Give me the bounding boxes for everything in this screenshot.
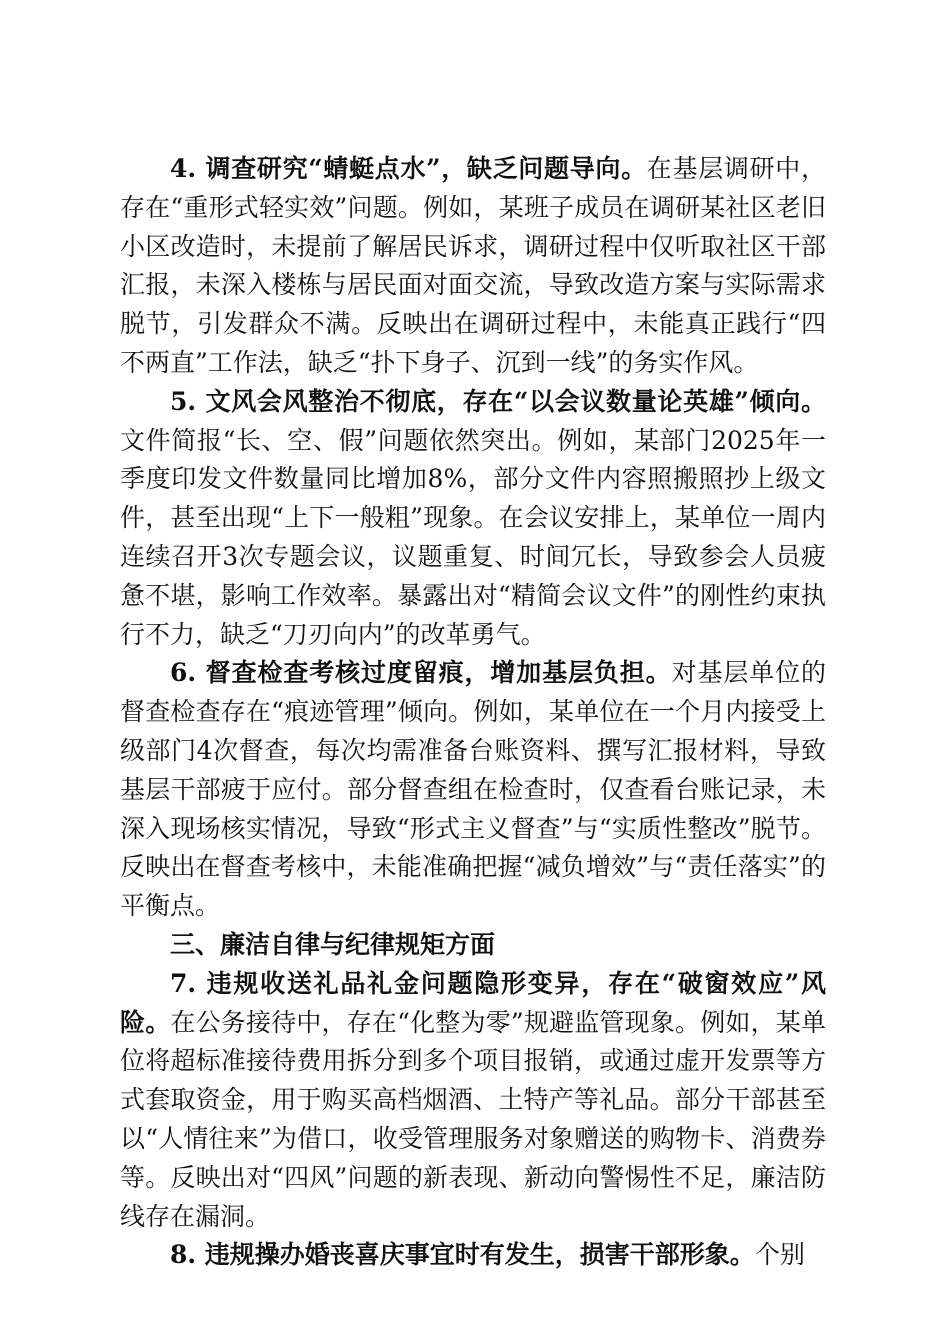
paragraph-4-body: 在基层调研中，存在“重形式轻实效”问题。例如，某班子成员在调研某社区老旧小区改造时，未提前了解居民诉求，调研过程中仅听取社区干部汇报，未深入楼栋与居民面对面交流，导致改造方案与实际需求脱节，引发群众不满。反映出在调研过程中，未能真正践行“四不两直”工作法，缺乏“扑下身子、沉到一线”的务实作风。 [120, 154, 826, 377]
paragraph-6-body: 对基层单位的督查检查存在“痕迹管理”倾向。例如，某单位在一个月内接受上级部门4次督查，每次均需准备台账资料、撰写汇报材料，导致基层干部疲于应付。部分督查组在检查时，仅查看台账记录，未深入现场核实情况，导致“形式主义督查”与“实质性整改”脱节。反映出在督查考核中，未能准确把握“减负增效”与“责任落实”的平衡点。 [120, 658, 826, 921]
paragraph-8-heading: 8. 违规操办婚丧喜庆事宜时有发生，损害干部形象。 [170, 1240, 755, 1270]
paragraph-8-body: 个别 [754, 1240, 805, 1270]
paragraph-7-heading: 7. 违规收送礼品礼金问题隐形变异，存在“破窗效应”风险。 [120, 968, 826, 1037]
paragraph-7 [120, 965, 826, 1237]
paragraph-4-heading: 4. 调查研究“蜻蜓点水”，缺乏问题导向。 [170, 154, 647, 183]
paragraph-6 [120, 654, 826, 926]
section-heading: 三、廉洁自律与纪律规矩方面 [170, 929, 496, 959]
paragraph-5 [120, 383, 826, 655]
paragraph-8 [120, 1236, 826, 1275]
document-body [120, 150, 826, 1275]
paragraph-6-heading: 6. 督查检查考核过度留痕，增加基层负担。 [170, 658, 672, 688]
paragraph-5-body: 文件简报“长、空、假”问题依然突出。例如，某部门2025年一季度印发文件数量同比增加8%，部分文件内容照搬照抄上级文件，甚至出现“上下一般粗”现象。在会议安排上，某单位一周内连续召开3次专题会议，议题重复、时间冗长，导致参会人员疲惫不堪，影响工作效率。暴露出对“精简会议文件”的刚性约束执行不力，缺乏“刀刃向内”的改革勇气。 [120, 425, 826, 649]
paragraph-7-body: 在公务接待中，存在“化整为零”规避监管现象。例如，某单位将超标准接待费用拆分到多个项目报销，或通过虚开发票等方式套取资金，用于购买高档烟酒、土特产等礼品。部分干部甚至以“人情往来”为借口，收受管理服务对象赠送的购物卡、消费券等。反映出对“四风”问题的新表现、新动向警惕性不足，廉洁防线存在漏洞。 [120, 1007, 826, 1231]
paragraph-5-heading: 5. 文风会风整治不彻底，存在“以会议数量论英雄”倾向。 [170, 386, 826, 416]
paragraph-4 [120, 150, 826, 383]
